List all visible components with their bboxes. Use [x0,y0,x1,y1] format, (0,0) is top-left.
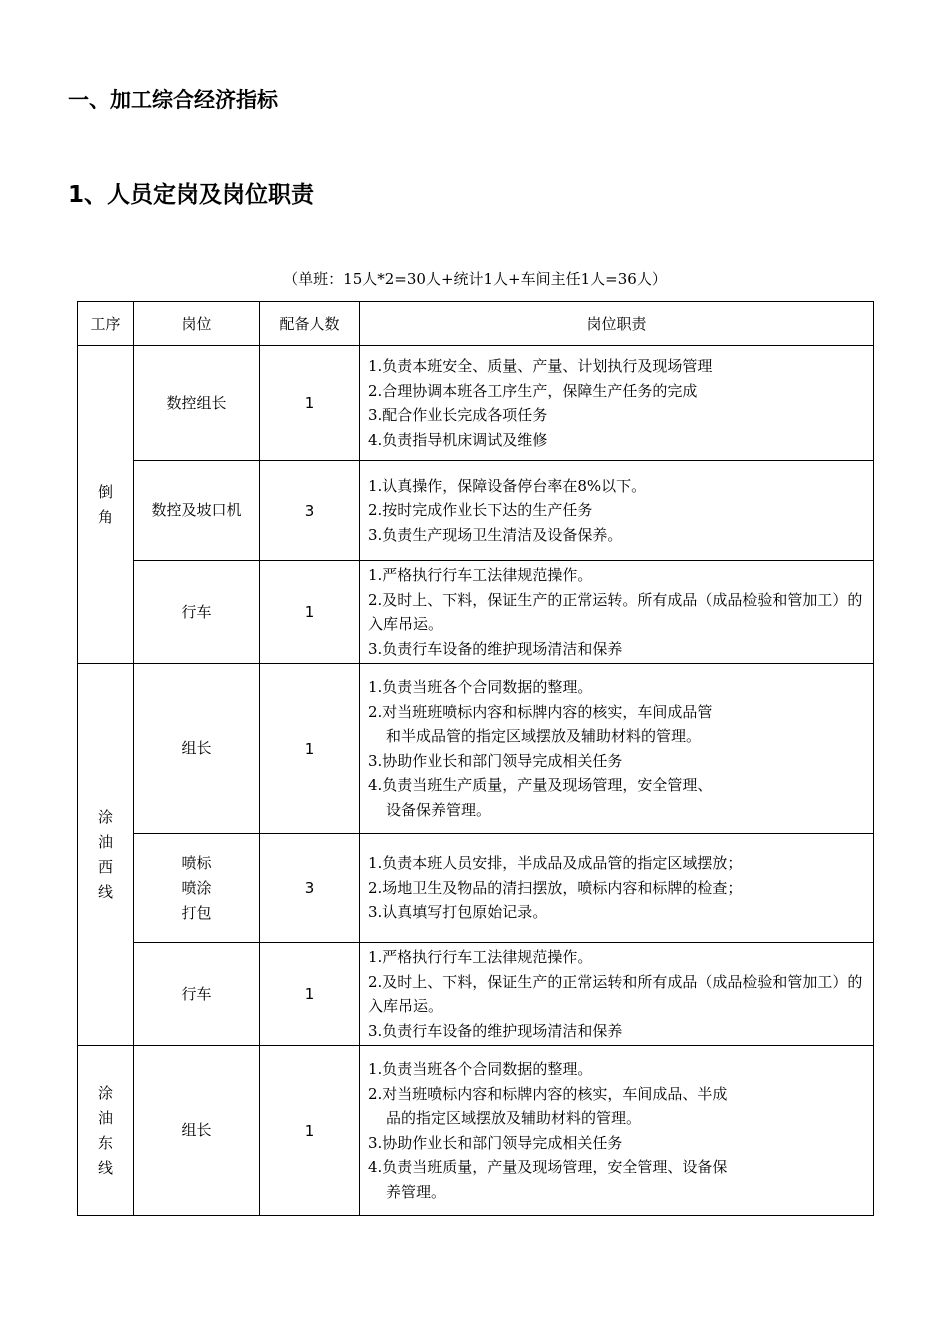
headcount-cell: 1 [260,664,360,834]
position-cell: 喷标 喷涂 打包 [134,834,260,943]
duties-cell: 1.负责当班各个合同数据的整理。 2.对当班班喷标内容和标牌内容的核实，车间成品管 和半成品管的指定区域摆放及辅助材料的管理。 3.协助作业长和部门领导完成相关任务 4.负责当班生产质量，产量及现场管理，安全管理、 设备保养管理。 [360,664,874,834]
position-cell: 数控及坡口机 [134,461,260,561]
table-row [78,943,874,1046]
header-headcount: 配备人数 [260,302,360,346]
headcount-cell: 1 [260,1046,360,1216]
headcount-cell: 1 [260,346,360,461]
position-cell: 组长 [134,1046,260,1216]
table-header-row [78,302,874,346]
process-cell-oil-west: 涂 油 西 线 [78,664,134,1046]
headcount-cell: 1 [260,943,360,1046]
process-cell-oil-east: 涂 油 东 线 [78,1046,134,1216]
table-caption: （单班：15人*2=30人+统计1人+车间主任1人=36人） [283,270,667,288]
duties-cell: 1.严格执行行车工法律规范操作。 2.及时上、下料，保证生产的正常运转。所有成品（成品检验和管加工）的入库吊运。 3.负责行车设备的维护现场清洁和保养 [360,561,874,664]
table-row [78,346,874,461]
table-row [78,1046,874,1216]
position-cell: 组长 [134,664,260,834]
duties-cell: 1.严格执行行车工法律规范操作。 2.及时上、下料，保证生产的正常运转和所有成品（成品检验和管加工）的入库吊运。 3.负责行车设备的维护现场清洁和保养 [360,943,874,1046]
header-duties: 岗位职责 [360,302,874,346]
table-row [78,561,874,664]
headcount-cell: 3 [260,461,360,561]
headcount-cell: 1 [260,561,360,664]
duties-cell: 1.负责本班人员安排，半成品及成品管的指定区域摆放； 2.场地卫生及物品的清扫摆放，喷标内容和标牌的检查； 3.认真填写打包原始记录。 [360,834,874,943]
headcount-cell: 3 [260,834,360,943]
header-position: 岗位 [134,302,260,346]
table-row [78,834,874,943]
table-row [78,461,874,561]
subsection-heading-staffing: 1、人员定岗及岗位职责 [68,182,315,208]
duties-cell: 1.负责本班安全、质量、产量、计划执行及现场管理 2.合理协调本班各工序生产，保障生产任务的完成 3.配合作业长完成各项任务 4.负责指导机床调试及维修 [360,346,874,461]
section-heading-economic-indicators: 一、加工综合经济指标 [68,88,278,112]
position-cell: 行车 [134,561,260,664]
duties-cell: 1.认真操作，保障设备停台率在8%以下。 2.按时完成作业长下达的生产任务 3.负责生产现场卫生清洁及设备保养。 [360,461,874,561]
staffing-table [77,301,874,1216]
header-process: 工序 [78,302,134,346]
position-cell: 数控组长 [134,346,260,461]
position-cell: 行车 [134,943,260,1046]
process-cell-chamfer: 倒 角 [78,346,134,664]
duties-cell: 1.负责当班各个合同数据的整理。 2.对当班喷标内容和标牌内容的核实，车间成品、半成 品的指定区域摆放及辅助材料的管理。 3.协助作业长和部门领导完成相关任务 4.负责当班质量，产量及现场管理，安全管理、设备保 养管理。 [360,1046,874,1216]
table-row [78,664,874,834]
